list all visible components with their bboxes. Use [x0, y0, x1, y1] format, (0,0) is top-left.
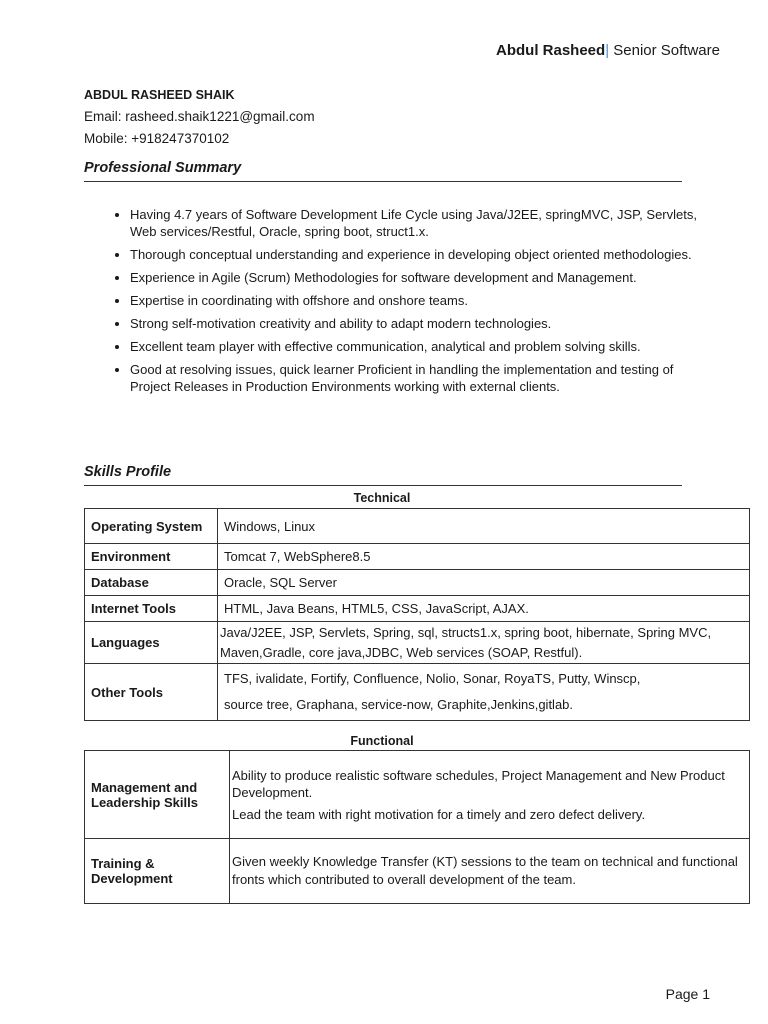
- skills-heading: Skills Profile: [84, 464, 172, 480]
- summary-list: [108, 206, 698, 401]
- mobile: Mobile: +918247370102: [84, 131, 230, 146]
- row-value: [230, 751, 750, 839]
- row-value-line: Lead the team with right motivation for a timely and zero defect delivery.: [232, 806, 646, 822]
- row-value: [218, 664, 750, 721]
- table-row: [85, 839, 750, 904]
- summary-item: • Having 4.7 years of Software Development Life Cycle using Java/J2EE, springMVC, JSP, Servlets, Web services/Restful, Oracle, spring boot, struct1.x.: [130, 206, 698, 240]
- row-label: Internet Tools: [85, 596, 218, 622]
- row-value: Tomcat 7, WebSphere8.5: [218, 544, 750, 570]
- row-label: Languages: [85, 622, 218, 664]
- skills-rule: [84, 485, 682, 486]
- row-value-line: source tree, Graphana, service-now, Graphite,Jenkins,gitlab.: [224, 697, 574, 712]
- table-row: [85, 509, 750, 544]
- row-value: Windows, Linux: [218, 509, 750, 544]
- row-value: Oracle, SQL Server: [218, 570, 750, 596]
- table-row: [85, 664, 750, 721]
- row-value-line: TFS, ivalidate, Fortify, Confluence, Nolio, Sonar, RoyaTS, Putty, Winscp,: [224, 671, 641, 686]
- technical-table: [84, 508, 750, 721]
- header-separator: |: [605, 42, 610, 59]
- functional-table: [84, 750, 750, 904]
- page-header: [496, 42, 720, 59]
- page-number: Page 1: [665, 986, 710, 1002]
- header-name: Abdul Rasheed: [496, 42, 606, 59]
- row-label: Management and Leadership Skills: [85, 751, 230, 839]
- contact-block: [84, 84, 315, 150]
- row-label: Other Tools: [85, 664, 218, 721]
- summary-heading: Professional Summary: [84, 160, 242, 176]
- row-value-line: Ability to produce realistic software schedules, Project Management and New Product Development.: [232, 767, 725, 800]
- row-value: Java/J2EE, JSP, Servlets, Spring, sql, structs1.x, spring boot, hibernate, Spring MVC, Maven,Gradle, core java,JDBC, Web services (SOAP, Restful).: [218, 622, 750, 664]
- row-label: Environment: [85, 544, 218, 570]
- row-value: HTML, Java Beans, HTML5, CSS, JavaScript, AJAX.: [218, 596, 750, 622]
- summary-item: • Strong self-motivation creativity and ability to adapt modern technologies.: [130, 315, 698, 332]
- summary-rule: [84, 181, 682, 182]
- table-row: [85, 751, 750, 839]
- email: Email: rasheed.shaik1221@gmail.com: [84, 109, 315, 124]
- full-name: ABDUL RASHEED SHAIK: [84, 88, 235, 102]
- summary-item: • Experience in Agile (Scrum) Methodologies for software development and Management.: [130, 269, 698, 286]
- table-row: [85, 544, 750, 570]
- row-label: Operating System: [85, 509, 218, 544]
- row-label: Training & Development: [85, 839, 230, 904]
- table-row: [85, 570, 750, 596]
- summary-item: • Expertise in coordinating with offshore and onshore teams.: [130, 292, 698, 309]
- row-label: Database: [85, 570, 218, 596]
- summary-item: • Excellent team player with effective communication, analytical and problem solving skills.: [130, 338, 698, 355]
- functional-caption: Functional: [350, 734, 414, 748]
- summary-item: • Good at resolving issues, quick learner Proficient in handling the implementation and testing of Project Releases in Production Environments working with external clients.: [130, 361, 698, 395]
- row-value: Given weekly Knowledge Transfer (KT) sessions to the team on technical and functional fronts which contributed to overall development of the team.: [230, 839, 750, 904]
- table-row: [85, 596, 750, 622]
- technical-caption: Technical: [353, 491, 411, 505]
- table-row: [85, 622, 750, 664]
- header-title: Senior Software: [613, 42, 720, 59]
- summary-item: • Thorough conceptual understanding and experience in developing object oriented methodologies.: [130, 246, 698, 263]
